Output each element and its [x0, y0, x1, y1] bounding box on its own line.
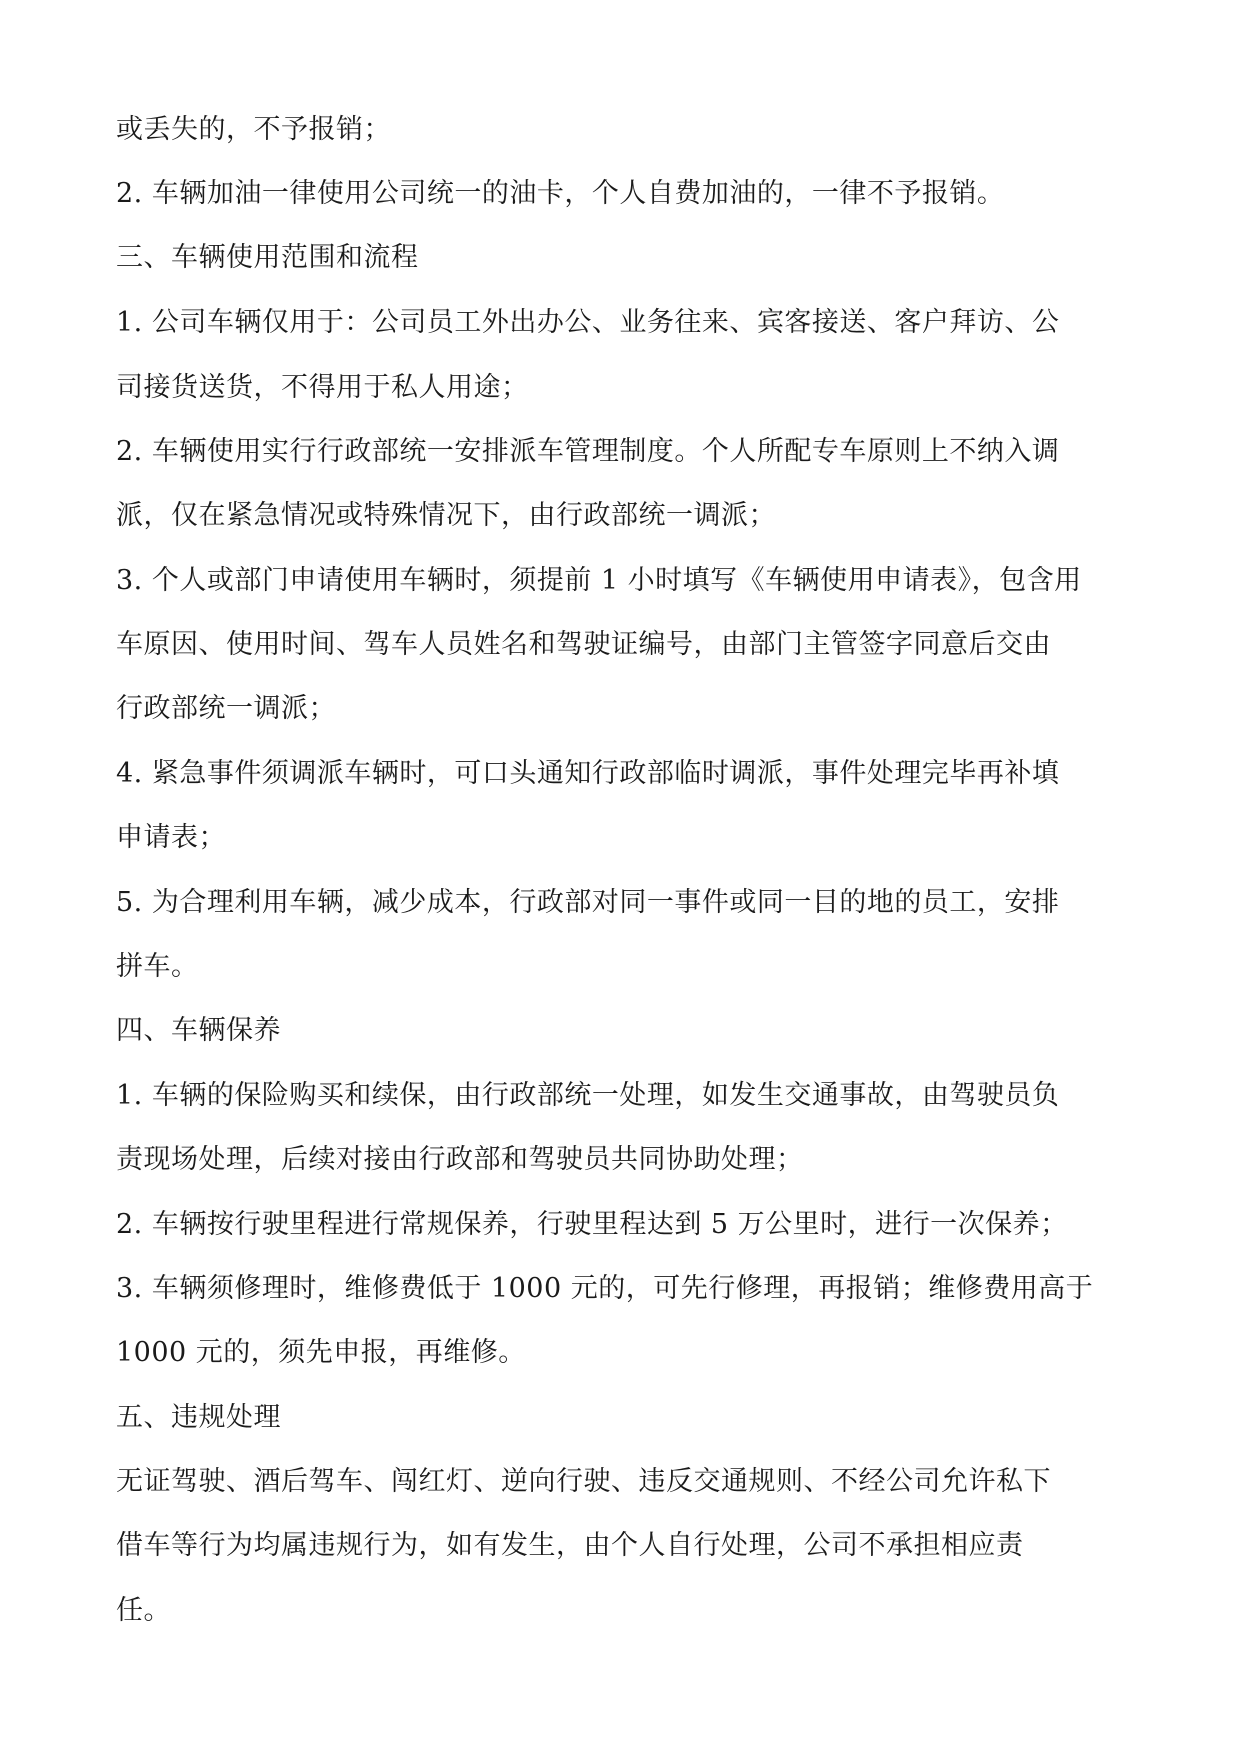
text-line: 申请表； — [116, 822, 226, 853]
text-line: 3. 车辆须修理时，维修费低于 1000 元的，可先行修理，再报销；维修费用高于 — [116, 1273, 1094, 1304]
text-line: 拼车。 — [116, 951, 199, 982]
text-line: 无证驾驶、酒后驾车、闯红灯、逆向行驶、违反交通规则、不经公司允许私下 — [116, 1466, 1051, 1497]
section-heading: 四、车辆保养 — [116, 1015, 281, 1046]
text-line: 2. 车辆按行驶里程进行常规保养，行驶里程达到 5 万公里时，进行一次保养； — [116, 1209, 1068, 1240]
section-heading: 三、车辆使用范围和流程 — [116, 242, 419, 273]
text-line: 2. 车辆加油一律使用公司统一的油卡，个人自费加油的，一律不予报销。 — [116, 178, 1005, 209]
text-line: 1. 公司车辆仅用于：公司员工外出办公、业务往来、宾客接送、客户拜访、公 — [116, 307, 1060, 338]
section-heading: 五、违规处理 — [116, 1402, 281, 1433]
text-line: 或丢失的，不予报销； — [116, 114, 391, 145]
text-line: 车原因、使用时间、驾车人员姓名和驾驶证编号，由部门主管签字同意后交由 — [116, 629, 1051, 660]
text-line: 责现场处理，后续对接由行政部和驾驶员共同协助处理； — [116, 1144, 804, 1175]
text-line: 借车等行为均属违规行为，如有发生，由个人自行处理，公司不承担相应责 — [116, 1530, 1024, 1561]
text-line: 2. 车辆使用实行行政部统一安排派车管理制度。个人所配专车原则上不纳入调 — [116, 436, 1060, 467]
text-line: 4. 紧急事件须调派车辆时，可口头通知行政部临时调派，事件处理完毕再补填 — [116, 758, 1060, 789]
text-line: 司接货送货，不得用于私人用途； — [116, 372, 529, 403]
text-line: 3. 个人或部门申请使用车辆时，须提前 1 小时填写《车辆使用申请表》，包含用 — [116, 565, 1082, 596]
text-line: 1000 元的，须先申报，再维修。 — [116, 1337, 526, 1368]
text-line: 行政部统一调派； — [116, 693, 336, 724]
text-line: 5. 为合理利用车辆，减少成本，行政部对同一事件或同一目的地的员工，安排 — [116, 887, 1060, 918]
text-line: 任。 — [116, 1595, 171, 1626]
text-line: 派，仅在紧急情况或特殊情况下，由行政部统一调派； — [116, 500, 776, 531]
text-line: 1. 车辆的保险购买和续保，由行政部统一处理，如发生交通事故，由驾驶员负 — [116, 1080, 1060, 1111]
